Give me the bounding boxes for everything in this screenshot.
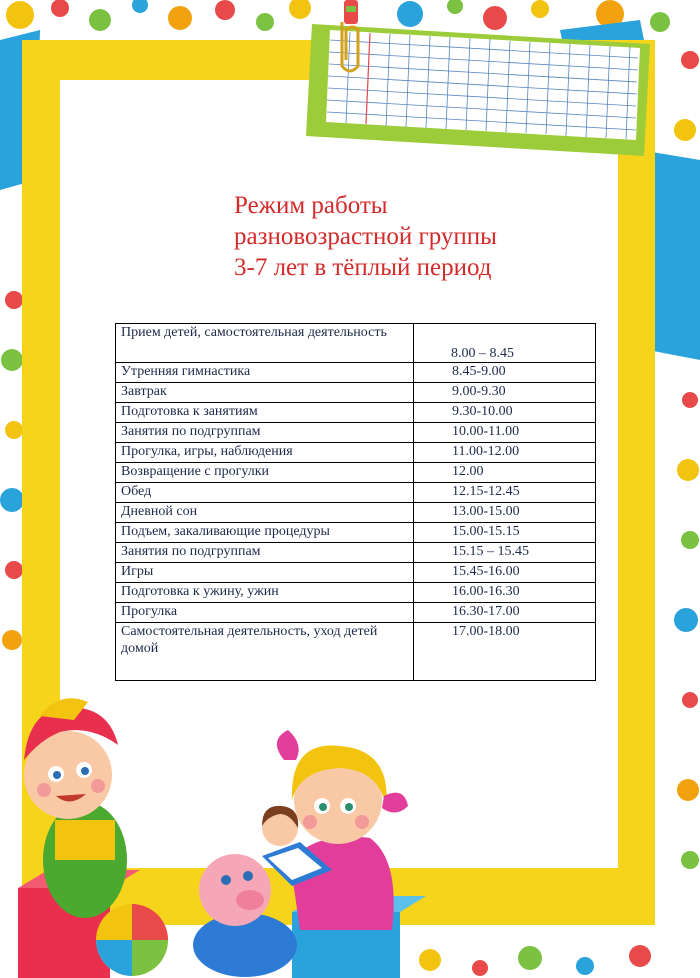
time-cell: 15.00-15.15 xyxy=(414,523,596,543)
activity-cell: Занятия по подгруппам xyxy=(116,423,414,443)
table-row xyxy=(116,403,596,423)
page-title xyxy=(234,190,594,283)
activity-cell: Подготовка к ужину, ужин xyxy=(116,583,414,603)
time-cell: 12.00 xyxy=(414,463,596,483)
table-row xyxy=(116,543,596,563)
activity-cell: Подъем, закаливающие процедуры xyxy=(116,523,414,543)
table-row xyxy=(116,623,596,681)
time-cell: 8.45-9.00 xyxy=(414,363,596,383)
table-row xyxy=(116,603,596,623)
time-cell: 11.00-12.00 xyxy=(414,443,596,463)
activity-cell: Возвращение с прогулки xyxy=(116,463,414,483)
time-cell: 9.00-9.30 xyxy=(414,383,596,403)
time-cell: 15.45-16.00 xyxy=(414,563,596,583)
table-row xyxy=(116,423,596,443)
table-row xyxy=(116,563,596,583)
title-line-1: Режим работы xyxy=(234,192,388,219)
time-cell: 13.00-15.00 xyxy=(414,503,596,523)
activity-cell: Прогулка xyxy=(116,603,414,623)
time-cell: 15.15 – 15.45 xyxy=(414,543,596,563)
activity-cell: Обед xyxy=(116,483,414,503)
activity-cell: Утренняя гимнастика xyxy=(116,363,414,383)
activity-cell: Прием детей, самостоятельная деятельность xyxy=(116,324,414,363)
time-cell: 16.30-17.00 xyxy=(414,603,596,623)
time-cell: 17.00-18.00 xyxy=(414,623,596,681)
activity-cell: Самостоятельная деятельность, уход детей домой xyxy=(116,623,414,681)
activity-cell: Прогулка, игры, наблюдения xyxy=(116,443,414,463)
time-cell: 10.00-11.00 xyxy=(414,423,596,443)
title-line-2: разновозрастной группы xyxy=(234,223,497,250)
activity-cell: Дневной сон xyxy=(116,503,414,523)
table-row xyxy=(116,503,596,523)
time-cell: 16.00-16.30 xyxy=(414,583,596,603)
table-row xyxy=(116,443,596,463)
activity-cell: Игры xyxy=(116,563,414,583)
table-row xyxy=(116,483,596,503)
table-row xyxy=(116,324,596,363)
title-line-3: 3-7 лет в тёплый период xyxy=(234,254,492,281)
table-row xyxy=(116,383,596,403)
activity-cell: Занятия по подгруппам xyxy=(116,543,414,563)
schedule-table xyxy=(115,323,596,681)
table-row xyxy=(116,583,596,603)
time-cell: 12.15-12.45 xyxy=(414,483,596,503)
table-row xyxy=(116,363,596,383)
time-cell: 9.30-10.00 xyxy=(414,403,596,423)
activity-cell: Подготовка к занятиям xyxy=(116,403,414,423)
table-row xyxy=(116,463,596,483)
activity-cell: Завтрак xyxy=(116,383,414,403)
time-cell: 8.00 – 8.45 xyxy=(414,324,596,363)
table-row xyxy=(116,523,596,543)
